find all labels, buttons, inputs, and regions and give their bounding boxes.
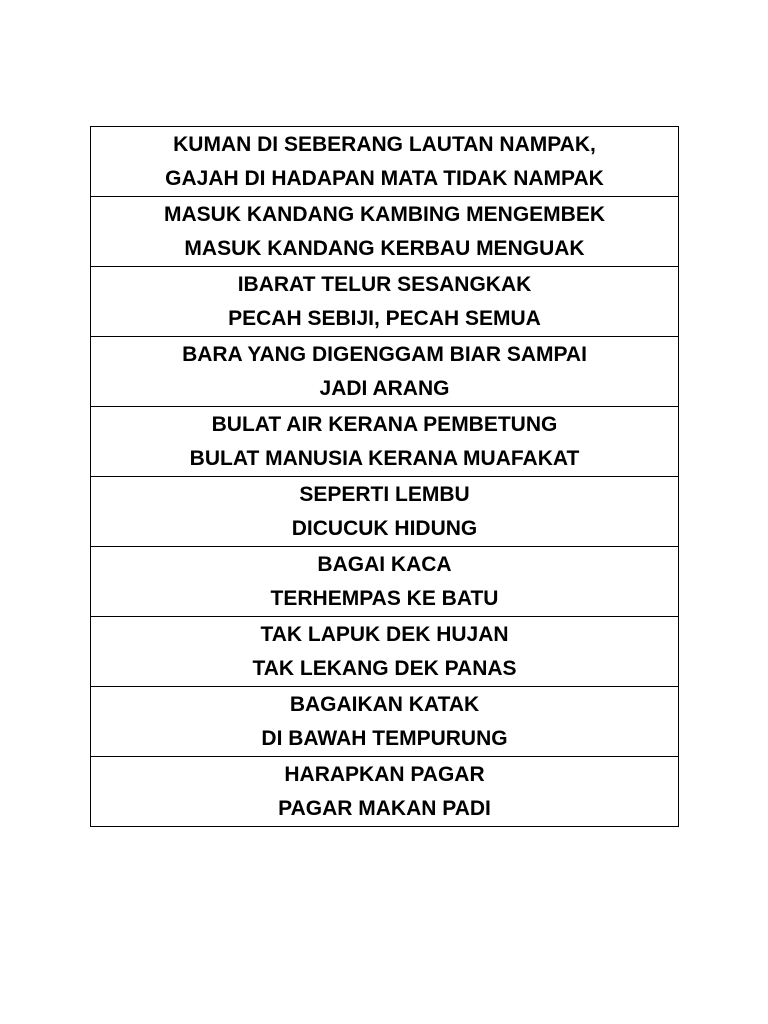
proverb-line-1: BAGAIKAN KATAK	[289, 692, 480, 716]
proverb-line-2: PECAH SEBIJI, PECAH SEMUA	[228, 306, 541, 330]
proverb-line-1: IBARAT TELUR SESANGKAK	[237, 272, 532, 296]
proverb-line-1: BULAT AIR KERANA PEMBETUNG	[211, 412, 558, 436]
proverb-cell	[91, 477, 679, 547]
proverb-line-2: PAGAR MAKAN PADI	[278, 796, 491, 820]
proverb-line-1: TAK LAPUK DEK HUJAN	[260, 622, 509, 646]
proverb-cell	[91, 197, 679, 267]
proverb-cell	[91, 547, 679, 617]
proverb-line-1: MASUK KANDANG KAMBING MENGEMBEK	[164, 202, 605, 226]
proverb-line-1: BARA YANG DIGENGGAM BIAR SAMPAI	[182, 342, 587, 366]
proverb-line-1: KUMAN DI SEBERANG LAUTAN NAMPAK,	[173, 132, 596, 156]
proverb-line-1: BAGAI KACA	[317, 552, 452, 576]
proverb-cell	[91, 617, 679, 687]
table-row	[91, 477, 679, 547]
proverb-line-1: HARAPKAN PAGAR	[284, 762, 485, 786]
proverb-line-2: DICUCUK HIDUNG	[291, 516, 478, 540]
proverb-line-2: BULAT MANUSIA KERANA MUAFAKAT	[189, 446, 580, 470]
proverb-line-2: DI BAWAH TEMPURUNG	[261, 726, 508, 750]
proverb-cell	[91, 687, 679, 757]
proverb-cell	[91, 127, 679, 197]
table-row	[91, 617, 679, 687]
proverb-line-2: MASUK KANDANG KERBAU MENGUAK	[184, 236, 585, 260]
table-row	[91, 127, 679, 197]
table-row	[91, 267, 679, 337]
table-row	[91, 337, 679, 407]
proverb-line-2: GAJAH DI HADAPAN MATA TIDAK NAMPAK	[165, 166, 604, 190]
proverb-line-2: TAK LEKANG DEK PANAS	[252, 656, 517, 680]
proverb-cell	[91, 337, 679, 407]
proverb-line-2: JADI ARANG	[319, 376, 450, 400]
proverb-line-1: SEPERTI LEMBU	[299, 482, 470, 506]
table-row	[91, 547, 679, 617]
proverb-line-2: TERHEMPAS KE BATU	[270, 586, 499, 610]
proverb-cell	[91, 407, 679, 477]
proverb-cell	[91, 757, 679, 827]
table-row	[91, 407, 679, 477]
proverb-cell	[91, 267, 679, 337]
proverb-table	[90, 126, 679, 827]
table-row	[91, 757, 679, 827]
table-row	[91, 197, 679, 267]
table-row	[91, 687, 679, 757]
